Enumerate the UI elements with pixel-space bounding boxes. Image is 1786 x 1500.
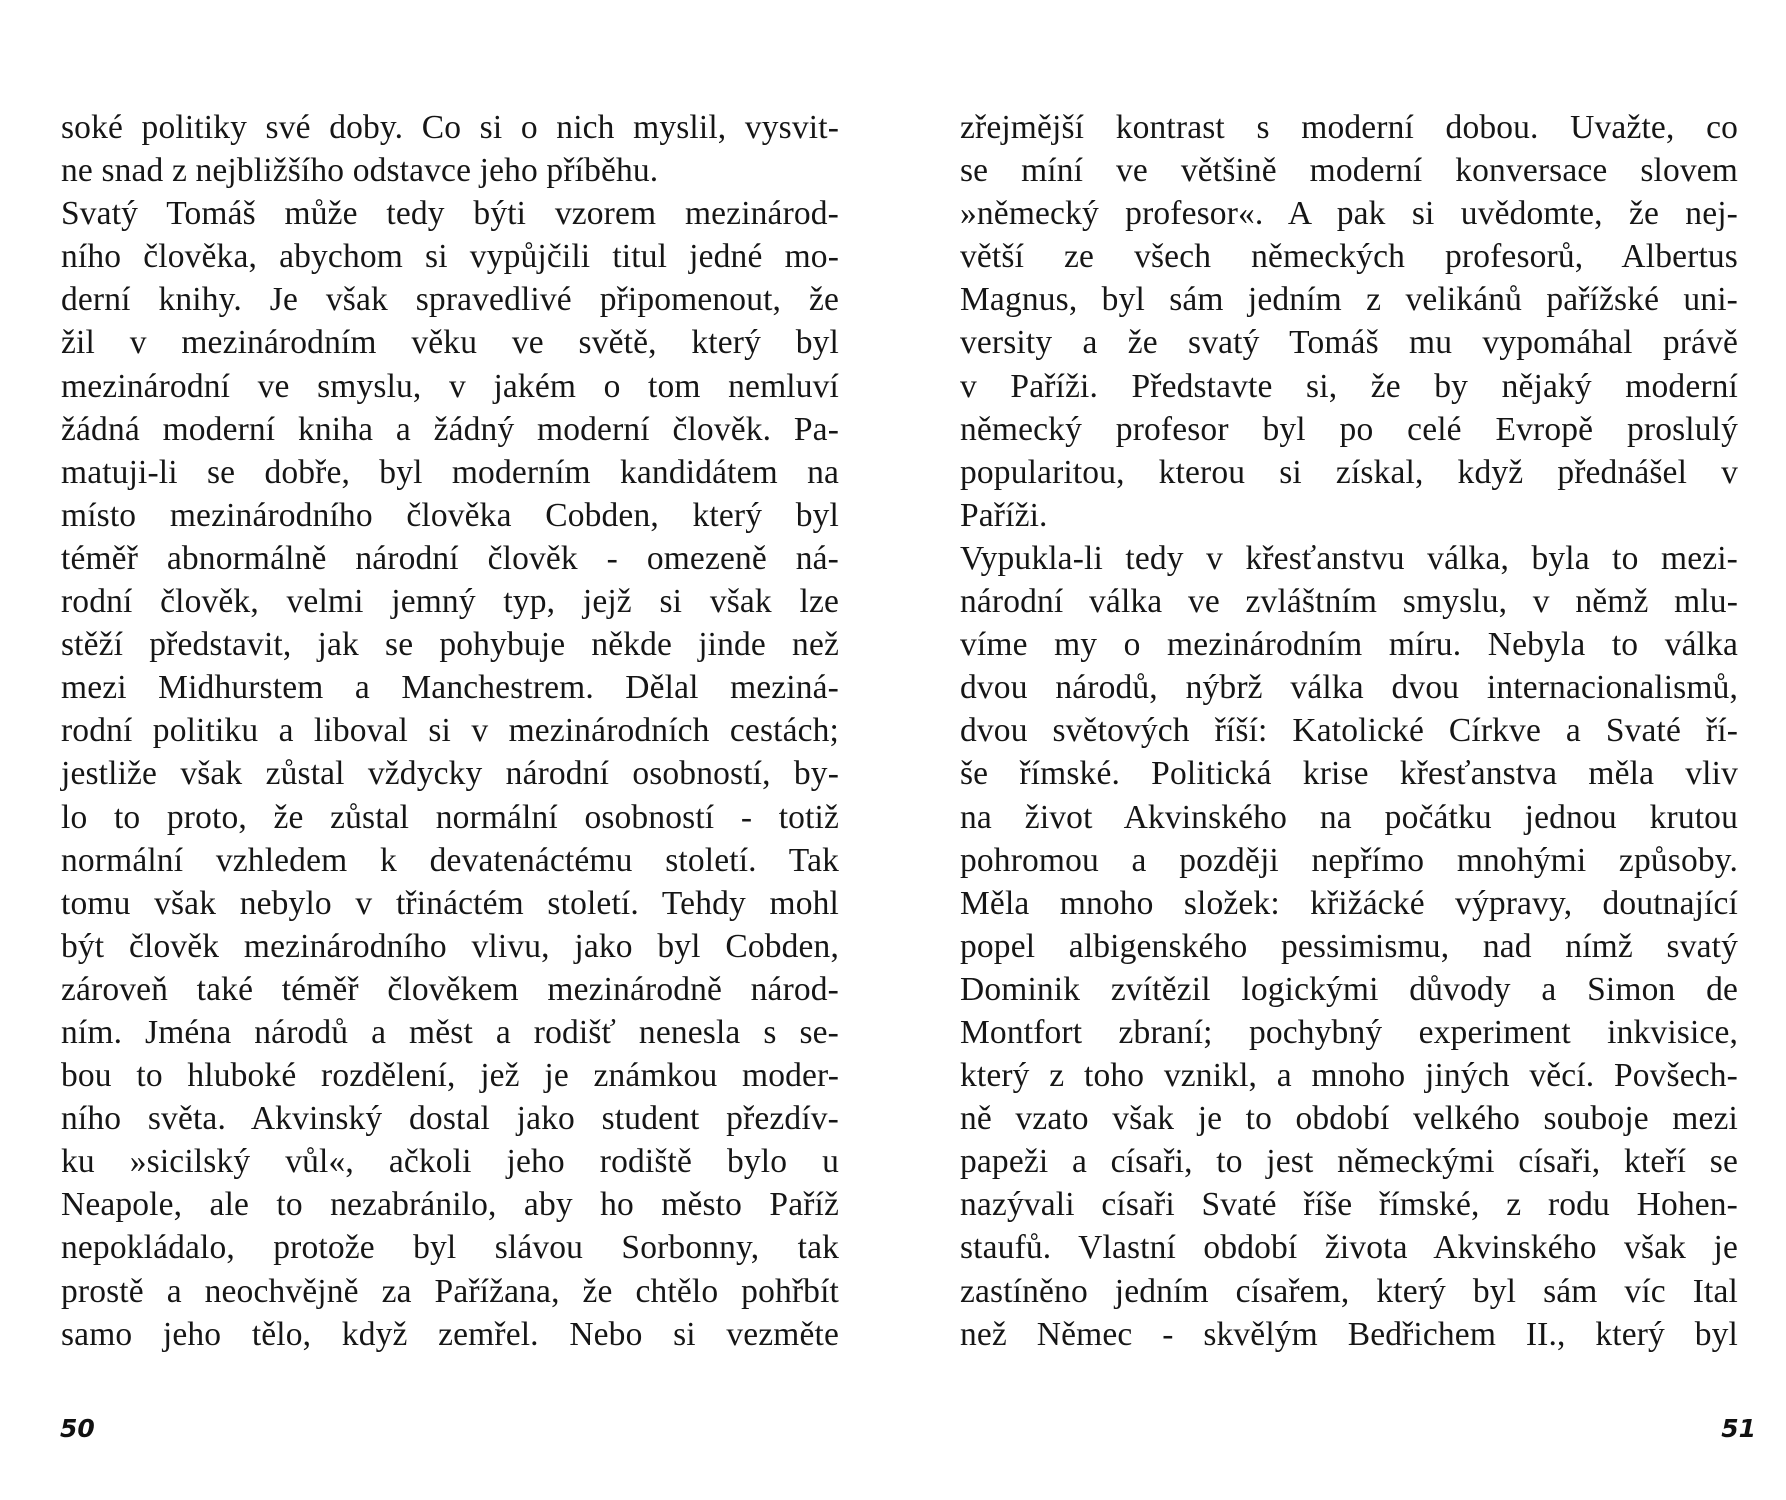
text-line: národní válka ve zvláštním smyslu, v němž mlu- — [960, 583, 1738, 621]
text-line: nazývali císaři Svaté říše římské, z rodu Hohen- — [960, 1186, 1738, 1224]
text-line: ně vzato však je to období velkého souboje mezi — [960, 1100, 1738, 1138]
text-line: pohromou a později nepřímo mnohými způsoby. — [960, 841, 1738, 879]
text-line: stěží představit, jak se pohybuje někde jinde než — [61, 626, 839, 664]
text-line: »německý profesor«. A pak si uvědomte, že nej- — [960, 195, 1738, 233]
text-line: tomu však nebylo v třináctém století. Tehdy mohl — [61, 884, 839, 922]
text-line: v Paříži. Představte si, že by nějaký moderní — [960, 367, 1738, 405]
text-line: derní knihy. Je však spravedlivé připomenout, že — [61, 281, 839, 319]
text-line: se míní ve většině moderní konversace slovem — [960, 152, 1738, 190]
right-page-text — [960, 106, 1738, 1356]
page-number: 50 — [60, 1414, 95, 1443]
text-line: nepokládalo, protože byl slávou Sorbonny, tak — [61, 1229, 839, 1267]
text-line: matuji-li se dobře, byl moderním kandidátem na — [61, 453, 839, 491]
text-line: Neapole, ale to nezabránilo, aby ho město Paříž — [61, 1186, 839, 1224]
text-line: ního člověka, abychom si vypůjčili titul jedné mo- — [61, 238, 839, 276]
text-line: být člověk mezinárodního vlivu, jako byl Cobden, — [61, 927, 839, 965]
text-line: žádná moderní kniha a žádný moderní člověk. Pa- — [61, 410, 839, 448]
text-line: še římské. Politická krise křesťanstva měla vliv — [960, 755, 1738, 793]
left-page-text — [61, 106, 839, 1356]
text-line: místo mezinárodního člověka Cobden, který byl — [61, 496, 839, 534]
text-line: rodní politiku a liboval si v mezinárodních cestách; — [61, 712, 839, 750]
text-line: Dominik zvítězil logickými důvody a Simon de — [960, 970, 1738, 1008]
text-line: ku »sicilský vůl«, ačkoli jeho rodiště bylo u — [61, 1143, 839, 1181]
text-line: bou to hluboké rozdělení, jež je známkou moder- — [61, 1057, 839, 1095]
text-line: popel albigenského pessimismu, nad nímž svatý — [960, 927, 1738, 965]
text-line: soké politiky své doby. Co si o nich myslil, vysvit- — [61, 109, 839, 146]
text-line: který z toho vznikl, a mnoho jiných věcí. Povšech- — [960, 1057, 1738, 1095]
text-line: mezi Midhurstem a Manchestrem. Dělal meziná- — [61, 669, 839, 707]
text-line: zřejmější kontrast s moderní dobou. Uvažte, co — [960, 109, 1738, 146]
text-line: dvou národů, nýbrž válka dvou internacionalismů, — [960, 669, 1738, 707]
text-line: německý profesor byl po celé Evropě proslulý — [960, 410, 1738, 448]
text-line: víme my o mezinárodním míru. Nebyla to válka — [960, 626, 1738, 664]
text-line: ního světa. Akvinský dostal jako student přezdív- — [61, 1100, 839, 1138]
text-line: jestliže však zůstal vždycky národní osobností, by- — [61, 755, 839, 793]
text-line: téměř abnormálně národní člověk - omezeně ná- — [61, 539, 839, 577]
text-line: Magnus, byl sám jedním z velikánů pařížské uni- — [960, 281, 1738, 319]
text-line: žil v mezinárodním věku ve světě, který byl — [61, 324, 839, 362]
text-line: ne snad z nejbližšího odstavce jeho příběhu. — [61, 152, 659, 190]
text-line: normální vzhledem k devatenáctému století. Tak — [61, 841, 839, 879]
text-line: prostě a neochvějně za Pařížana, že chtělo pohřbít — [61, 1272, 839, 1310]
text-line: na život Akvinského na počátku jednou krutou — [960, 798, 1738, 836]
text-line: rodní člověk, velmi jemný typ, jejž si však lze — [61, 583, 839, 621]
text-line: větší ze všech německých profesorů, Albertus — [960, 238, 1738, 276]
text-line: popularitou, kterou si získal, když přednášel v — [960, 453, 1738, 491]
text-line: zastíněno jedním císařem, který byl sám víc Ital — [960, 1272, 1738, 1310]
page-number: 51 — [1721, 1414, 1756, 1443]
text-line: mezinárodní ve smyslu, v jakém o tom nemluví — [61, 367, 839, 405]
text-line: ním. Jména národů a měst a rodišť nenesla s se- — [61, 1013, 839, 1051]
text-line: versity a že svatý Tomáš mu vypomáhal právě — [960, 324, 1738, 362]
text-line: Svatý Tomáš může tedy býti vzorem mezinárod- — [61, 195, 839, 233]
text-line: Montfort zbraní; pochybný experiment inkvisice, — [960, 1013, 1738, 1051]
text-line: Měla mnoho složek: křižácké výpravy, doutnající — [960, 884, 1738, 922]
text-line: dvou světových říší: Katolické Církve a Svaté ří- — [960, 712, 1738, 750]
text-line: zároveň také téměř člověkem mezinárodně národ- — [61, 970, 839, 1008]
text-line: Paříži. — [960, 496, 1048, 534]
text-line: Vypukla-li tedy v křesťanstvu válka, byla to mezi- — [960, 539, 1738, 577]
text-line: staufů. Vlastní období života Akvinského však je — [960, 1229, 1738, 1267]
right-page — [893, 0, 1786, 1500]
text-line: papeži a císaři, to jest německými císaři, kteří se — [960, 1143, 1738, 1181]
text-line: než Němec - skvělým Bedřichem II., který byl — [960, 1315, 1738, 1353]
text-line: lo to proto, že zůstal normální osobností - totiž — [61, 798, 839, 836]
text-line: samo jeho tělo, když zemřel. Nebo si vezměte — [61, 1315, 839, 1353]
